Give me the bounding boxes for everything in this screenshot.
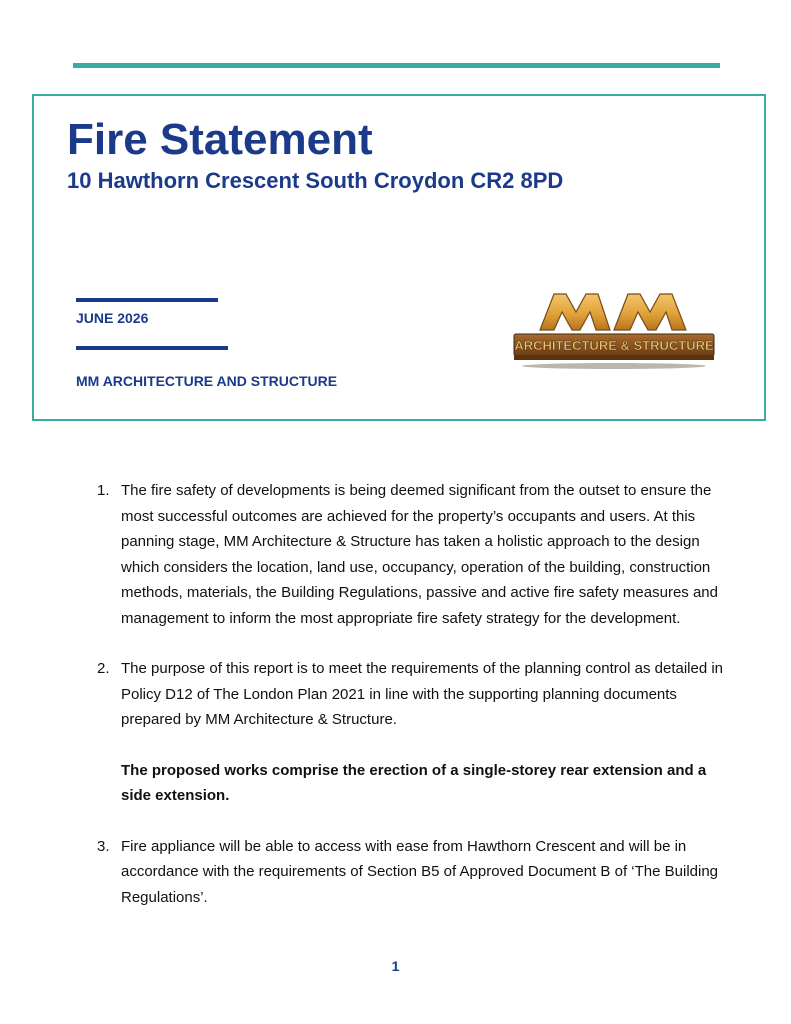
document-date: JUNE 2026	[76, 310, 149, 326]
list-item-text: Fire appliance will be able to access with ease from Hawthorn Crescent and will be in accordance with the requirements of Section B5 of Approved Document B of ‘The Building Regulations’.	[121, 837, 719, 906]
statement-body	[97, 478, 727, 910]
date-rule-bottom	[76, 346, 228, 350]
top-accent-rule	[73, 63, 720, 68]
list-item-number: 3.	[97, 837, 110, 855]
document-subtitle: 10 Hawthorn Crescent South Croydon CR2 8PD	[67, 168, 564, 193]
company-name: MM ARCHITECTURE AND STRUCTURE	[76, 373, 338, 389]
list-item-text: The fire safety of developments is being deemed significant from the outset to ensure the most successful outcomes are achieved for the property’s occupants and users. At this panning stage, MM Architecture & Structure has taken a holistic approach to the design which considers the location, land use, occupancy, operation of the building, construction methods, materials, the Building Regulations, passive and active fire safety measures and management to inform the most appropriate fire safety strategy for the development.	[121, 482, 718, 627]
logo-banner-text: ARCHITECTURE & STRUCTURE	[514, 338, 714, 353]
document-title: Fire Statement	[67, 115, 373, 164]
list-item	[97, 478, 727, 631]
proposed-works-statement: The proposed works comprise the erection of a single-storey rear extension and a side extension.	[121, 761, 707, 804]
list-item-number: 2.	[97, 660, 110, 677]
page-number: 1	[391, 958, 400, 974]
cover-box	[32, 94, 766, 421]
mm-architecture-logo-icon	[510, 288, 718, 370]
list-item	[97, 834, 727, 911]
list-item	[97, 656, 727, 733]
list-item-text: The purpose of this report is to meet the requirements of the planning control as detailed in Policy D12 of The London Plan 2021 in line with the supporting planning documents prepared by MM Architecture & Structure.	[121, 660, 724, 728]
list-item-number: 1.	[97, 482, 110, 499]
date-rule-top	[76, 298, 218, 302]
